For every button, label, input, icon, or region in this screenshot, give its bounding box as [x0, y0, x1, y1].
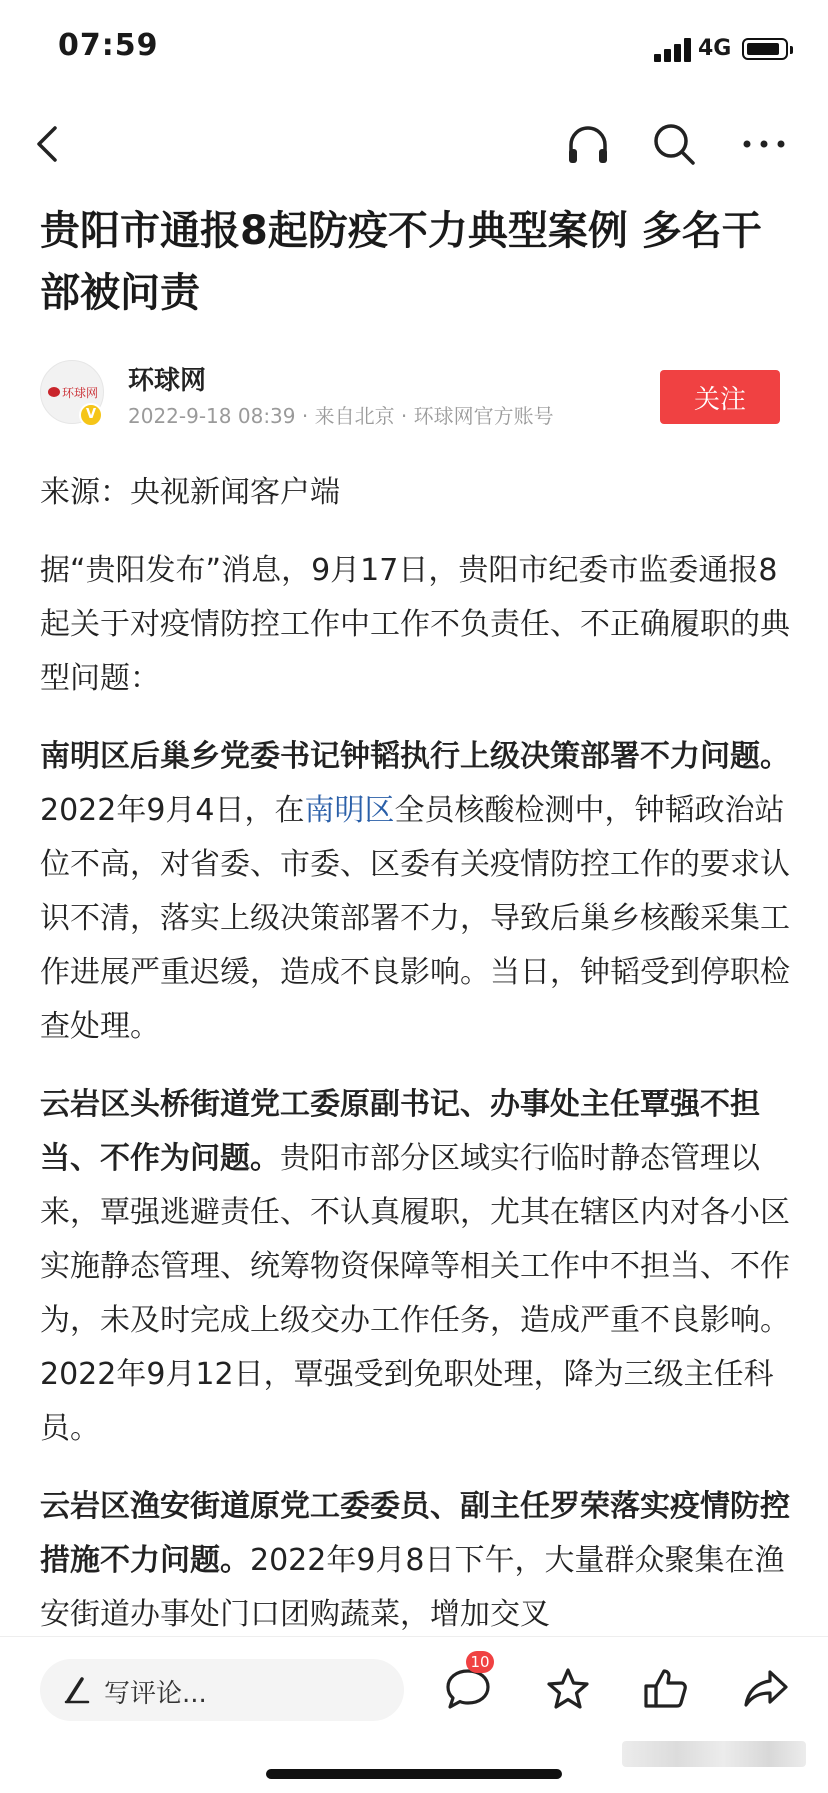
- case-lead: 云岩区头桥街道党工委原副书记、办事处主任覃强不担当、不作为问题。: [40, 1087, 760, 1176]
- network-type: 4G: [698, 36, 732, 61]
- follow-button[interactable]: 关注: [660, 370, 780, 424]
- huanqiu-logo: [47, 383, 99, 401]
- author-name[interactable]: 环球网: [128, 366, 207, 396]
- author-meta: 2022-9-18 08:39 · 来自北京 · 环球网官方账号: [128, 404, 554, 428]
- case-paragraph: [40, 1078, 790, 1456]
- article-body: [40, 466, 790, 1666]
- article-title: 贵阳市通报8起防疫不力典型案例 多名干部被问责: [40, 208, 762, 316]
- back-icon: [33, 124, 63, 164]
- more-button[interactable]: [734, 114, 794, 174]
- author-row: [40, 356, 790, 436]
- region-link[interactable]: 南明区: [304, 793, 395, 828]
- listen-button[interactable]: [558, 114, 618, 174]
- case-text: 贵阳市部分区域实行临时静态管理以来，覃强逃避责任、不认真履职，尤其在辖区内对各小区实施静态管理、统筹物资保障等相关工作中不担当、不作为，未及时完成上级交办工作任务，造成严重不良影响。2022年9月12日，覃强受到免职处理，降为三级主任科员。: [40, 1141, 790, 1446]
- author-avatar[interactable]: [40, 360, 104, 424]
- like-icon: [642, 1666, 690, 1712]
- article-intro: 据“贵阳发布”消息，9月17日，贵阳市纪委市监委通报8起关于对疫情防控工作中工作不负责任、不正确履职的典型问题：: [40, 553, 790, 696]
- case-paragraph: [40, 730, 790, 1054]
- case-lead: 南明区后巢乡党委书记钟韬执行上级决策部署不力问题。: [40, 739, 790, 774]
- battery-icon: [742, 38, 788, 60]
- pen-icon: [62, 1675, 92, 1705]
- comment-count-badge: 10: [466, 1651, 494, 1673]
- case-text: 2022年9月8日下午，大量群众聚集在渔安街道办事处门口团购蔬菜，增加交叉: [40, 1543, 785, 1632]
- headphones-icon: [565, 121, 611, 167]
- more-icon: [741, 138, 787, 150]
- share-icon: [742, 1666, 790, 1712]
- search-icon: [651, 121, 697, 167]
- watermark-blur: [622, 1741, 806, 1767]
- case-paragraph: [40, 1480, 790, 1642]
- case-text: 全员核酸检测中，钟韬政治站位不高，对省委、市委、区委有关疫情防控工作的要求认识不清，落实上级决策部署不力，导致后巢乡核酸采集工作进展严重迟缓，造成不良影响。当日，钟韬受到停职检查处理。: [40, 793, 790, 1044]
- bottom-bar: [0, 1636, 828, 1793]
- verified-badge-icon: V: [79, 403, 103, 427]
- svg-text:环球网: 环球网: [62, 386, 99, 400]
- case-text: 2022年9月4日，在: [40, 793, 305, 828]
- article-source: 来源：央视新闻客户端: [40, 475, 340, 510]
- status-time: 07:59: [58, 28, 159, 63]
- favorite-button[interactable]: [538, 1659, 598, 1719]
- signal-icon: [654, 38, 694, 62]
- favorite-icon: [544, 1666, 592, 1712]
- comment-icon: [444, 1666, 492, 1712]
- nav-bar: [0, 100, 828, 190]
- share-button[interactable]: [736, 1659, 796, 1719]
- case-lead: 云岩区渔安街道原党工委委员、副主任罗荣落实疫情防控措施不力问题。: [40, 1489, 790, 1578]
- comment-input[interactable]: [40, 1659, 404, 1721]
- home-indicator: [266, 1769, 562, 1779]
- back-button[interactable]: [18, 114, 78, 174]
- like-button[interactable]: [636, 1659, 696, 1719]
- search-button[interactable]: [644, 114, 704, 174]
- comment-placeholder: 写评论...: [104, 1679, 207, 1709]
- status-bar: [0, 0, 828, 100]
